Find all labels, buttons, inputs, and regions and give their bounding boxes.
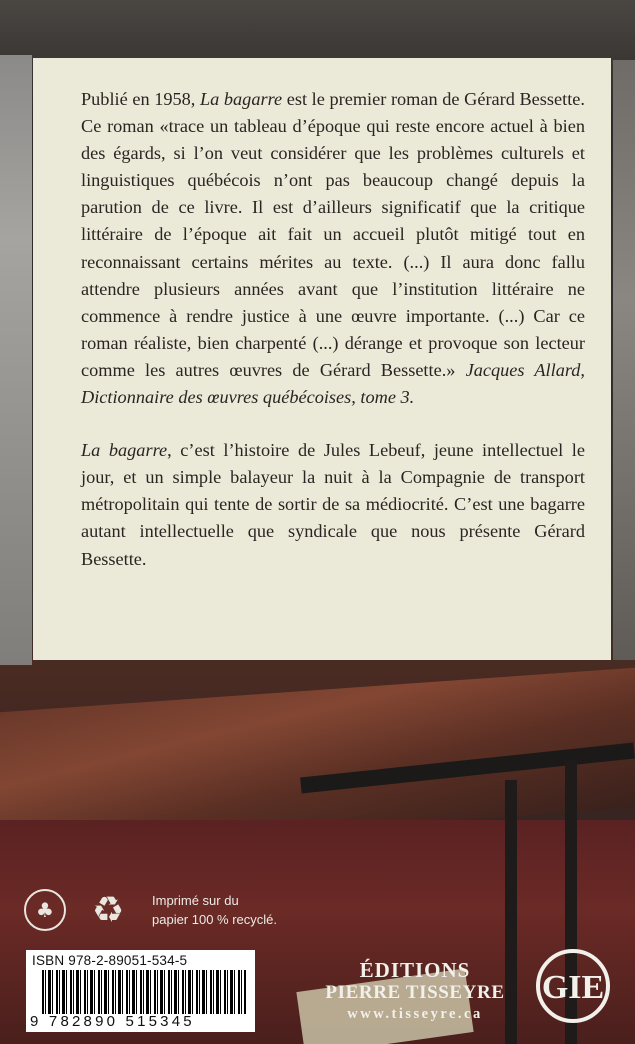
forest-certification-icon: ♣ [24,889,66,931]
background-wall-right [613,60,635,660]
recycling-notice [24,888,277,932]
barcode-bars [42,970,246,1014]
recycling-line-1: Imprimé sur du [152,893,239,908]
publisher-line-1: ÉDITIONS [359,958,471,982]
book-title: La bagarre [81,440,168,461]
blurb-text: est le premier roman de Gérard Bessette. Ce roman «trace un tableau d’époque qui reste encore actuel à bien des égards, si l’on veut considérer que les problèmes culturels et linguistiques québécois n’ont pas beaucoup changé depuis la parution de ce livre. Il est d’ailleurs significatif que la critique littéraire de l’époque ait fait un accueil plutôt mitigé tout en reconnaissant certains mérites au texte. (...) Il aura donc fallu attendre plusieurs années avant que l’institution littéraire ne commence à rendre justice à une œuvre importante. (...) Car ce roman réaliste, bien charpenté (...) dérange et provoque son lecteur comme les autres œuvres de Gérard Bessette.» [81,89,585,380]
publisher-website: www.tisseyre.ca [347,1006,483,1022]
publisher-logo-icon [535,948,611,1024]
publisher-line-2: PIERRE TISSEYRE [325,982,505,1003]
citation: Jacques Allard, Dictionnaire des œuvres québécoises, tome 3. [81,359,585,408]
blurb-paragraph-2 [81,437,585,572]
blurb-paragraph-1 [81,86,585,411]
blurb-text: , c’est l’histoire de Jules Lebeuf, jeune intellectuel le jour, et un simple balayeur la nuit à la Compagnie de transport métropolitain qui tente de sortir de sa médiocrité. C’est une bagarre autant intellectuelle que syndicale que nous présente Gérard Bessette. [81,440,585,569]
publisher-logo-letters: GIE [541,969,605,1006]
publisher-name [300,958,530,1024]
book-title: La bagarre [199,89,283,109]
isbn-label: ISBN 978-2-89051-534-5 [32,953,188,968]
barcode-digits: 9 782890 515345 [30,1013,195,1030]
recycle-icon: ♻ [91,889,125,931]
barcode [26,950,255,1032]
recycling-text [152,891,277,929]
blurb-text: Publié en 1958, [81,89,200,109]
background-wall-left [0,55,32,665]
recycling-line-2: papier 100 % recyclé. [152,912,278,927]
blurb-panel [33,58,611,660]
